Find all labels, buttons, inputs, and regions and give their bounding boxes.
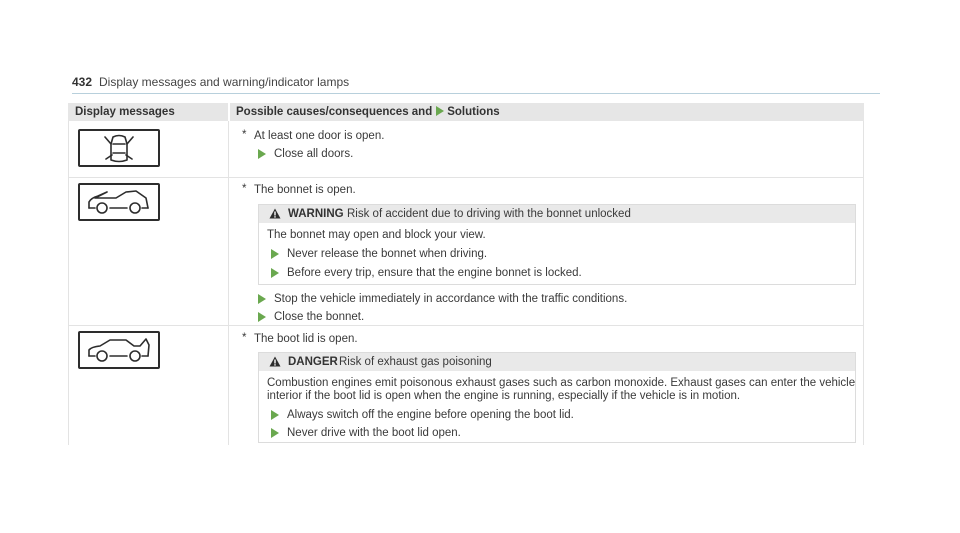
table-column-divider (228, 121, 229, 445)
warning-title: Risk of accident due to driving with the bonnet unlocked (347, 208, 631, 220)
warning-body: The bonnet may open and block your view. (267, 229, 486, 241)
solution-text: Close the bonnet. (274, 311, 365, 323)
row-divider (68, 177, 864, 178)
warning-triangle-icon (269, 208, 281, 219)
solution-triangle-icon (436, 106, 444, 116)
danger-action: Never drive with the boot lid open. (287, 427, 461, 439)
page-header (72, 75, 880, 94)
solution-triangle-icon (258, 294, 266, 304)
col-header-causes (236, 106, 500, 118)
col-header-display-messages: Display messages (75, 106, 175, 118)
danger-box (258, 352, 856, 443)
warning-box (258, 204, 856, 285)
solution-triangle-icon (258, 149, 266, 159)
danger-label: DANGER (288, 356, 338, 368)
danger-body-line: Combustion engines emit poisonous exhaust gases such as carbon monoxide. Exhaust gases can enter the vehicle (267, 377, 856, 389)
table-header (68, 103, 864, 121)
col-header-causes-text: Possible causes/consequences and (236, 106, 433, 118)
danger-header (259, 353, 855, 371)
bonnet-open-icon (78, 183, 160, 221)
page-number: 432 (72, 75, 93, 89)
row-divider (68, 325, 864, 326)
danger-triangle-icon (269, 356, 281, 367)
danger-body-line: interior if the boot lid is open when the engine is running, especially if the vehicle is in motion. (267, 390, 741, 402)
cause-text: The bonnet is open. (254, 184, 356, 196)
running-title: Display messages and warning/indicator lamps (99, 75, 350, 89)
action-triangle-icon (271, 428, 279, 438)
warning-action: Before every trip, ensure that the engine bonnet is locked. (287, 267, 582, 279)
solution-text: Close all doors. (274, 148, 354, 160)
boot-lid-open-icon (78, 331, 160, 369)
danger-action: Always switch off the engine before opening the boot lid. (287, 409, 574, 421)
door-open-icon (78, 129, 160, 167)
table-right-border (863, 121, 864, 445)
cause-bullet: * (242, 183, 247, 195)
cause-text: The boot lid is open. (254, 333, 358, 345)
display-messages-table (68, 103, 864, 445)
solution-text: Stop the vehicle immediately in accordance with the traffic conditions. (274, 293, 628, 305)
header-separator (228, 103, 230, 121)
col-header-solutions-text: Solutions (447, 106, 500, 118)
solution-triangle-icon (258, 312, 266, 322)
action-triangle-icon (271, 410, 279, 420)
danger-title: Risk of exhaust gas poisoning (339, 356, 492, 368)
warning-header (259, 205, 855, 223)
action-triangle-icon (271, 249, 279, 259)
table-left-border (68, 121, 69, 445)
cause-bullet: * (242, 332, 247, 344)
cause-bullet: * (242, 129, 247, 141)
cause-text: At least one door is open. (254, 130, 385, 142)
warning-label: WARNING (288, 208, 344, 220)
warning-action: Never release the bonnet when driving. (287, 248, 488, 260)
action-triangle-icon (271, 268, 279, 278)
